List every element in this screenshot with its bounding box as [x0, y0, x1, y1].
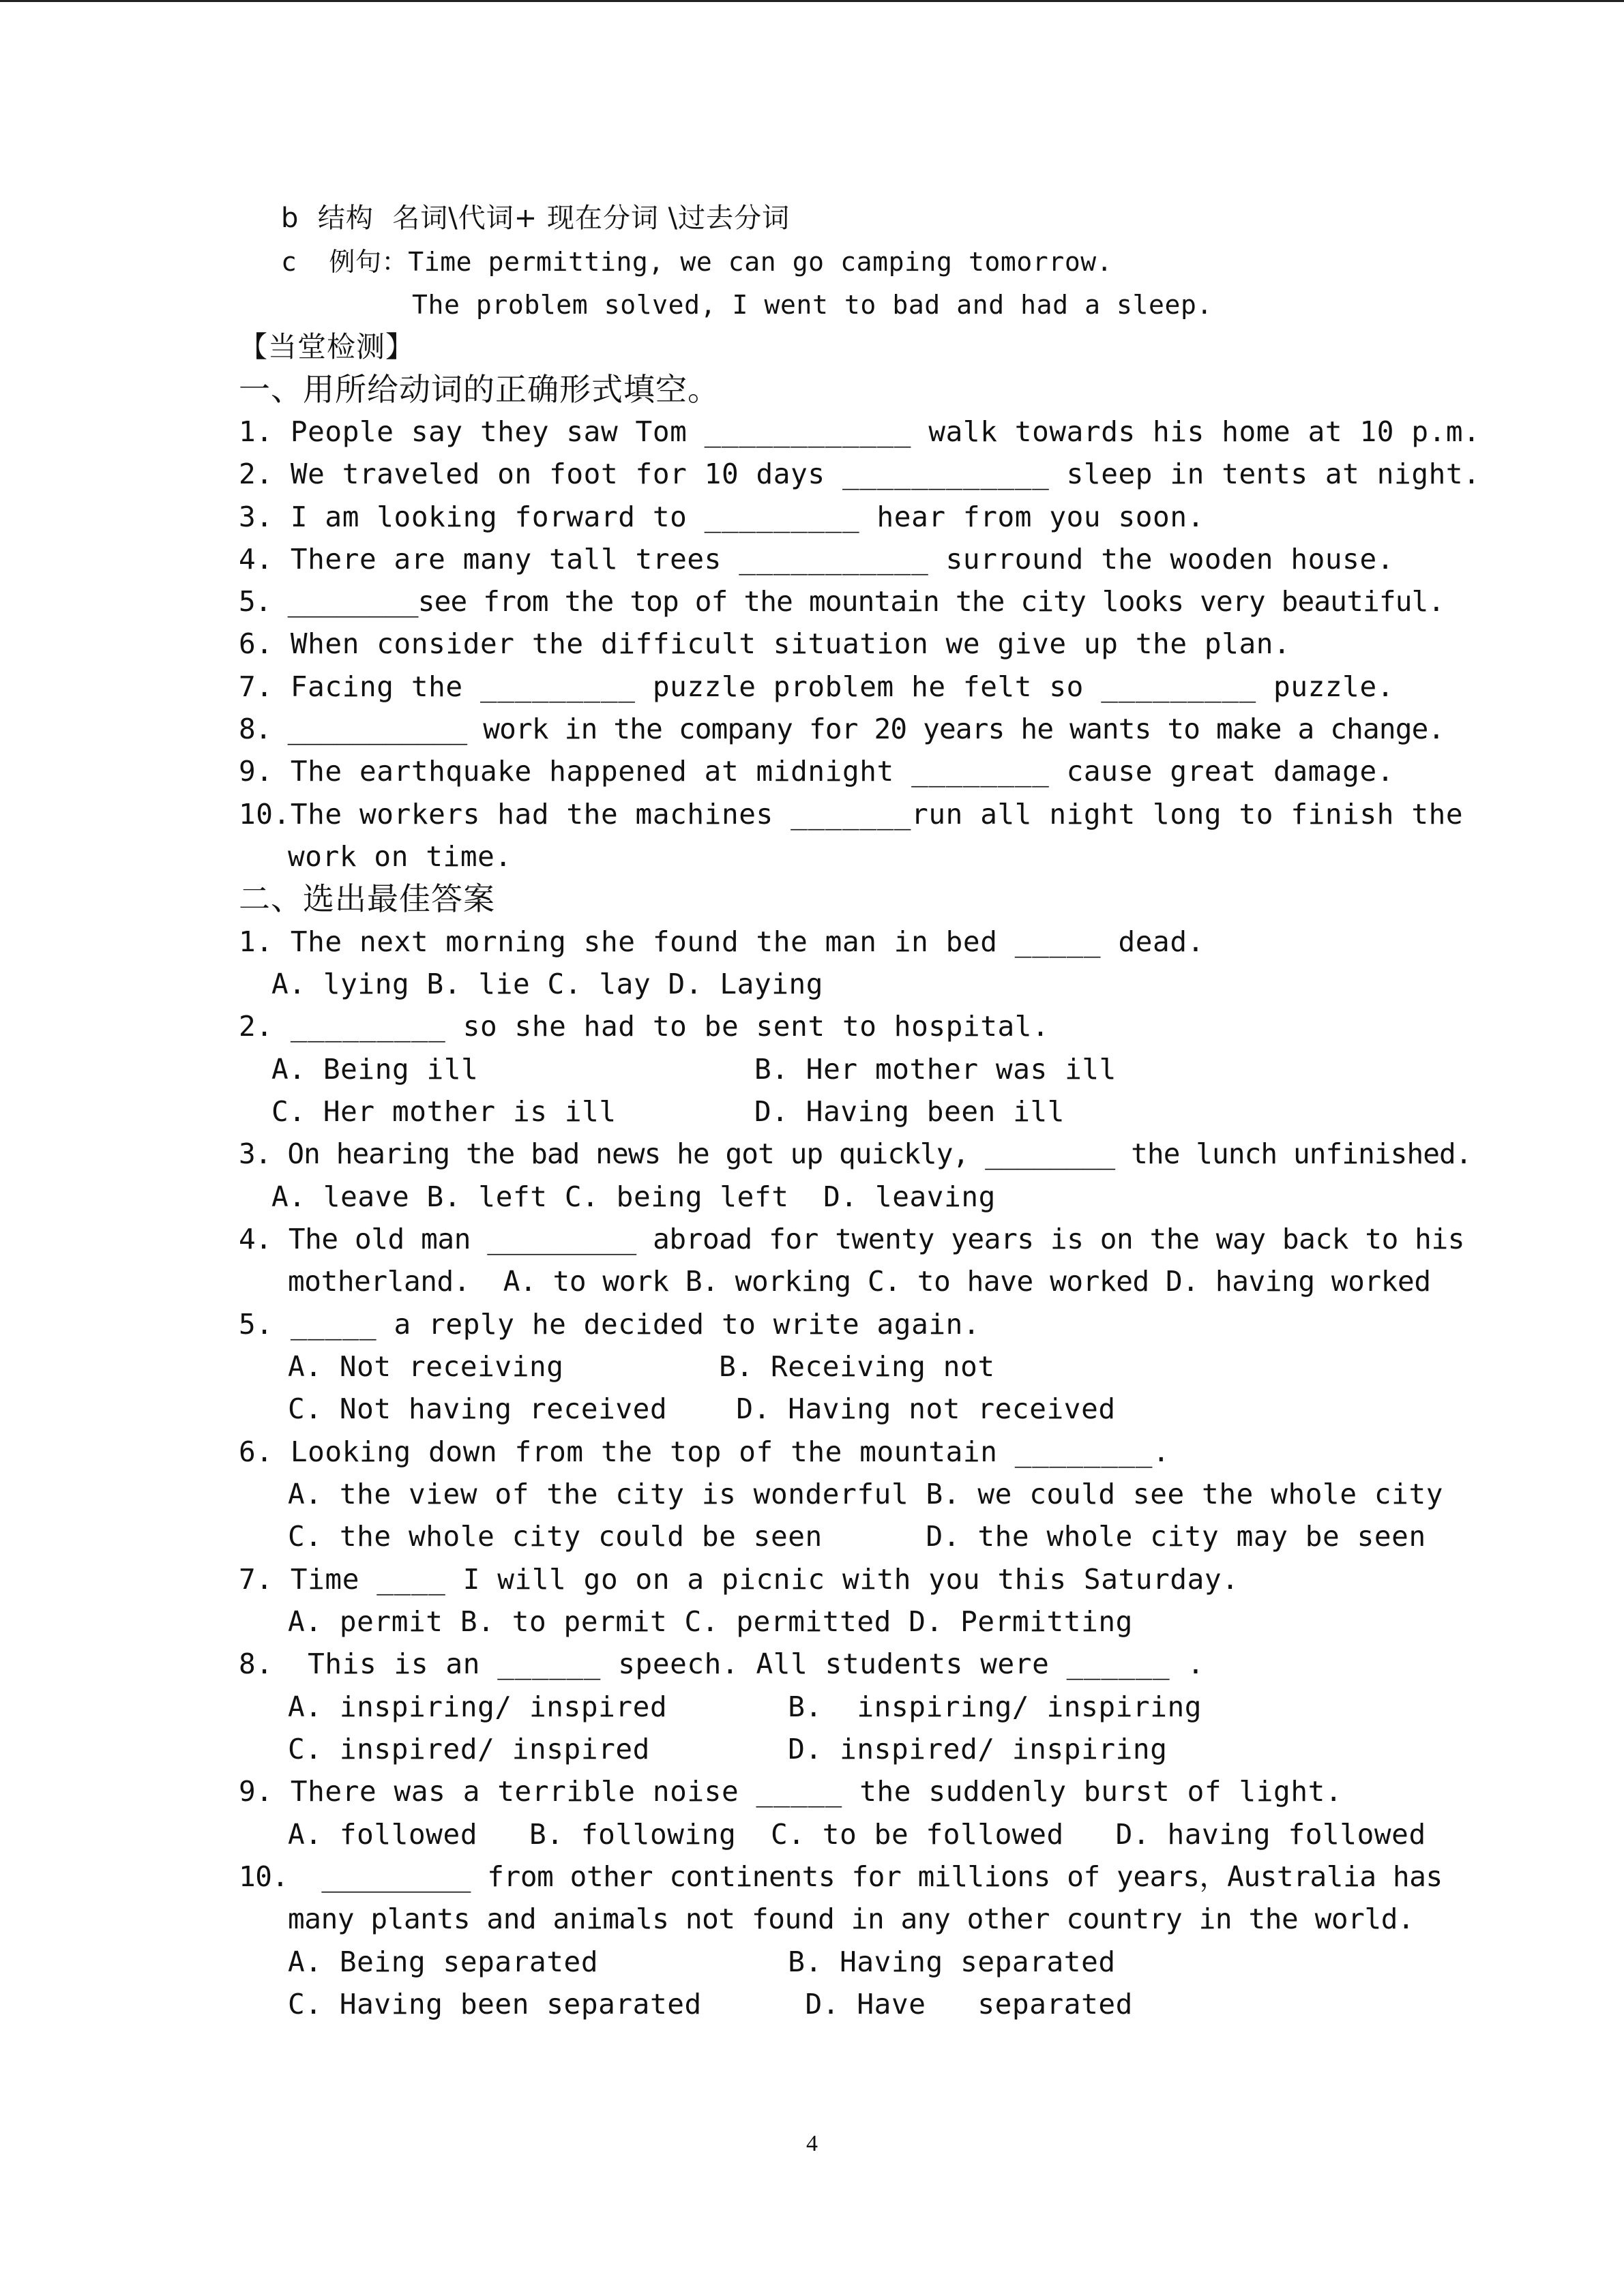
- part1-item-10: 10.The workers had the machines _______run all night long to finish the: [239, 798, 1464, 831]
- q4-stem: 4. The old man _________ abroad for twenty years is on the way back to his: [239, 1223, 1465, 1255]
- part1-item-8: 8. ___________ work in the company for 20 years he wants to make a change.: [239, 713, 1445, 745]
- q9-stem: 9. There was a terrible noise _____ the suddenly burst of light.: [239, 1775, 1343, 1808]
- grammar-structure: b 结构 名词\代词+ 现在分词 \过去分词: [281, 203, 791, 234]
- q7-options: A. permit B. to permit C. permitted D. Permitting: [288, 1605, 1133, 1638]
- part1-item-1: 1. People say they saw Tom ____________ walk towards his home at 10 p.m.: [239, 415, 1481, 448]
- q5-stem: 5. _____ a reply he decided to write again.: [239, 1308, 981, 1341]
- part1-item-6: 6. When consider the difficult situation we give up the plan.: [239, 627, 1291, 660]
- q10-stem-cont: many plants and animals not found in any other country in the world.: [288, 1903, 1415, 1935]
- q5-options-cd: C. Not having received D. Having not received: [288, 1392, 1116, 1425]
- part1-item-9: 9. The earthquake happened at midnight ________ cause great damage.: [239, 755, 1395, 788]
- q3-stem: 3. On hearing the bad news he got up quickly, ________ the lunch unfinished.: [239, 1137, 1472, 1170]
- q1-options: A. lying B. lie C. lay D. Laying: [271, 968, 824, 1000]
- q8-options-cd: C. inspired/ inspired D. inspired/ inspiring: [288, 1733, 1168, 1765]
- q2-stem: 2. _________ so she had to be sent to hospital.: [239, 1010, 1050, 1043]
- q4-stem-cont: motherland. A. to work B. working C. to have worked D. having worked: [288, 1265, 1431, 1298]
- q3-options: A. leave B. left C. being left D. leaving: [271, 1180, 996, 1213]
- q2-options-cd: C. Her mother is ill D. Having been ill: [271, 1095, 1065, 1128]
- grammar-example-2: The problem solved, I went to bad and had a sleep.: [412, 290, 1213, 320]
- q10-options-cd: C. Having been separated D. Have separated: [288, 1988, 1133, 2021]
- part1-title: 一、用所给动词的正确形式填空。: [239, 371, 720, 408]
- q8-options-ab: A. inspiring/ inspired B. inspiring/ inspiring: [288, 1690, 1202, 1723]
- q5-options-ab: A. Not receiving B. Receiving not: [288, 1350, 995, 1383]
- grammar-example-1: c 例句：Time permitting, we can go camping tomorrow.: [281, 247, 1113, 277]
- part1-item-2: 2. We traveled on foot for 10 days ____________ sleep in tents at night.: [239, 458, 1481, 490]
- part1-item-3: 3. I am looking forward to _________ hear from you soon.: [239, 501, 1205, 533]
- q7-stem: 7. Time ____ I will go on a picnic with you this Saturday.: [239, 1563, 1239, 1596]
- section-heading-check: 【当堂检测】: [239, 330, 415, 363]
- q6-options-ab: A. the view of the city is wonderful B. we could see the whole city: [288, 1478, 1444, 1510]
- q9-options: A. followed B. following C. to be followed D. having followed: [288, 1818, 1426, 1851]
- q6-stem: 6. Looking down from the top of the mountain ________.: [239, 1435, 1170, 1468]
- part1-item-5: 5. ________see from the top of the mountain the city looks very beautiful.: [239, 585, 1445, 618]
- q10-stem: 10. _________ from other continents for millions of years，Australia has: [239, 1860, 1443, 1893]
- part1-item-7: 7. Facing the _________ puzzle problem he felt so _________ puzzle.: [239, 670, 1395, 703]
- part2-title: 二、选出最佳答案: [239, 880, 495, 917]
- part1-item-4: 4. There are many tall trees ___________ surround the wooden house.: [239, 543, 1395, 576]
- q1-stem: 1. The next morning she found the man in bed _____ dead.: [239, 925, 1205, 958]
- page-number: 4: [806, 2131, 818, 2156]
- q6-options-cd: C. the whole city could be seen D. the whole city may be seen: [288, 1520, 1426, 1553]
- q8-stem: 8. This is an ______ speech. All students were ______ .: [239, 1648, 1205, 1680]
- q2-options-ab: A. Being ill B. Her mother was ill: [271, 1053, 1117, 1086]
- q10-options-ab: A. Being separated B. Having separated: [288, 1945, 1116, 1978]
- part1-item-10-cont: work on time.: [288, 840, 512, 873]
